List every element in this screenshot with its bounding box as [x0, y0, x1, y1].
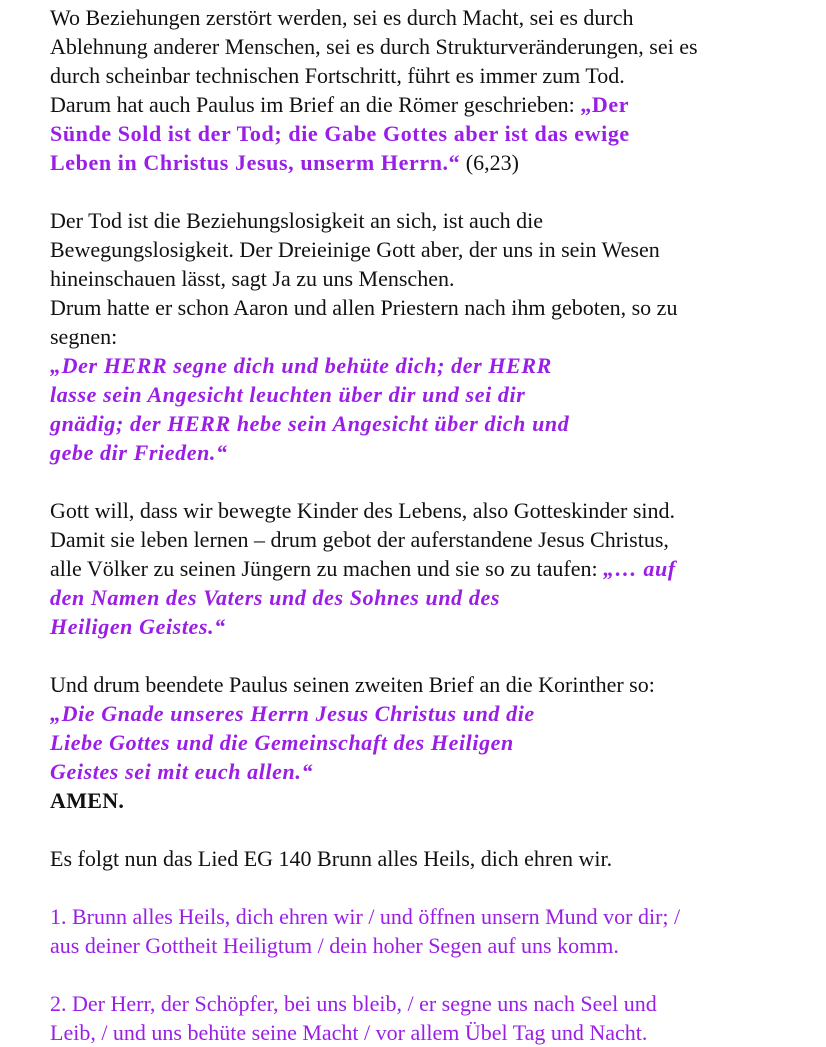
paragraph-romans — [50, 3, 796, 177]
spacer — [50, 177, 796, 206]
text-line: Damit sie leben lernen – drum gebot der auferstandene Jesus Christus, — [50, 527, 669, 552]
grace-line: Geistes sei mit euch allen.“ — [50, 759, 314, 784]
blessing-line: „Der HERR segne dich und behüte dich; der HERR — [50, 353, 552, 378]
baptism-quote-start: „… auf — [603, 556, 676, 581]
romans-reference: (6,23) — [460, 150, 519, 175]
song-verse-2 — [50, 989, 796, 1047]
spacer — [50, 873, 796, 902]
romans-intro-line — [50, 90, 796, 119]
baptism-quote-line: Heiligen Geistes.“ — [50, 614, 226, 639]
spacer — [50, 960, 796, 989]
text-line: Der Tod ist die Beziehungslosigkeit an sich, ist auch die — [50, 208, 543, 233]
text-line: Drum hatte er schon Aaron und allen Priestern nach ihm geboten, so zu — [50, 295, 678, 320]
baptism-quote-line: den Namen des Vaters und des Sohnes und des — [50, 585, 500, 610]
spacer — [50, 815, 796, 844]
romans-quote-end-line — [50, 148, 796, 177]
romans-quote-end: Leben in Christus Jesus, unserm Herrn.“ — [50, 150, 461, 175]
text-line: hineinschauen lässt, sagt Ja zu uns Menschen. — [50, 266, 455, 291]
grace-line: „Die Gnade unseres Herrn Jesus Christus und die — [50, 701, 535, 726]
corinthians-intro: Und drum beendete Paulus seinen zweiten Brief an die Korinther so: — [50, 672, 655, 697]
grace-line: Liebe Gottes und die Gemeinschaft des Heiligen — [50, 730, 514, 755]
announcement-text: Es folgt nun das Lied EG 140 Brunn alles Heils, dich ehren wir. — [50, 846, 613, 871]
blessing-line: gebe dir Frieden.“ — [50, 440, 228, 465]
text-line: Wo Beziehungen zerstört werden, sei es durch Macht, sei es durch — [50, 5, 634, 30]
text-line: durch scheinbar technischen Fortschritt, führt es immer zum Tod. — [50, 63, 625, 88]
romans-quote-line: Sünde Sold ist der Tod; die Gabe Gottes aber ist das ewige — [50, 121, 630, 146]
song-line: Leib, / und uns behüte seine Macht / vor allem Übel Tag und Nacht. — [50, 1020, 648, 1045]
song-announcement — [50, 844, 796, 873]
paragraph-baptism — [50, 496, 796, 641]
romans-quote-start: „Der — [580, 92, 630, 117]
song-line: aus deiner Gottheit Heiligtum / dein hoher Segen auf uns komm. — [50, 933, 619, 958]
romans-intro: Darum hat auch Paulus im Brief an die Römer geschrieben: — [50, 92, 581, 117]
blessing-line: lasse sein Angesicht leuchten über dir und sei dir — [50, 382, 526, 407]
paragraph-corinthians — [50, 670, 796, 815]
amen-text: AMEN. — [50, 788, 125, 813]
song-line: 2. Der Herr, der Schöpfer, bei uns bleib, / er segne uns nach Seel und — [50, 991, 657, 1016]
baptism-intro: alle Völker zu seinen Jüngern zu machen und sie so zu taufen: — [50, 556, 604, 581]
blessing-line: gnädig; der HERR hebe sein Angesicht über dich und — [50, 411, 570, 436]
spacer — [50, 641, 796, 670]
text-line: Bewegungslosigkeit. Der Dreieinige Gott aber, der uns in sein Wesen — [50, 237, 660, 262]
text-line: Gott will, dass wir bewegte Kinder des Lebens, also Gotteskinder sind. — [50, 498, 676, 523]
song-verse-1 — [50, 902, 796, 960]
text-line: Ablehnung anderer Menschen, sei es durch Strukturveränderungen, sei es — [50, 34, 698, 59]
song-line: 1. Brunn alles Heils, dich ehren wir / und öffnen unsern Mund vor dir; / — [50, 904, 681, 929]
text-line: segnen: — [50, 324, 118, 349]
baptism-intro-line — [50, 554, 796, 583]
paragraph-aaronic-blessing — [50, 206, 796, 467]
spacer — [50, 467, 796, 496]
